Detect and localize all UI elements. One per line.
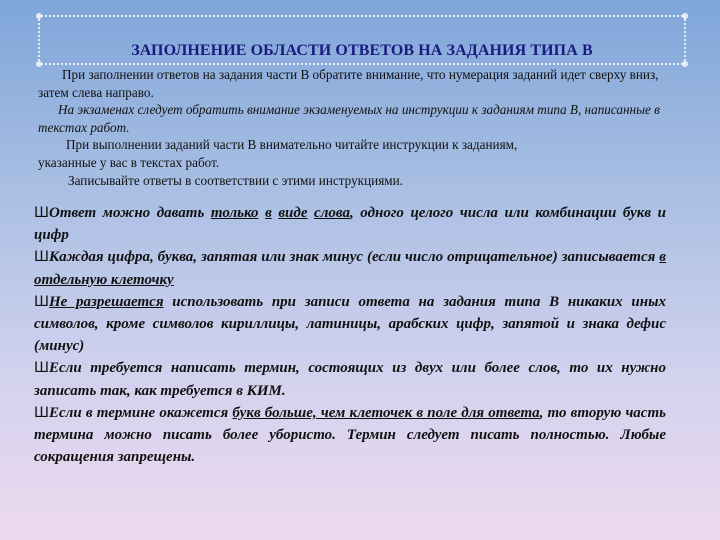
rule-text: Ответ можно давать — [48, 205, 211, 221]
rule-emphasis: букв больше, чем клеточек в поле для ответа — [232, 404, 540, 421]
rule-emphasis: Не разрешается — [48, 293, 164, 310]
list-item — [34, 357, 666, 401]
rule-emphasis: слова — [314, 205, 350, 221]
list-item — [34, 402, 666, 469]
intro-paragraph-2: На экзаменах следует обратить внимание экзаменуемых на инструкции к заданиям типа В, написанные в текстах работ. — [38, 102, 660, 135]
list-item — [34, 246, 666, 290]
rules-list — [34, 202, 666, 468]
rule-text: , одного целого числа или комбинации букв и цифр — [34, 205, 666, 244]
rule-text: Если требуется написать термин, состоящих из двух или более слов, то их нужно записать так, как требуется в КИМ. — [34, 360, 666, 399]
intro-paragraph-4: Записывайте ответы в соответствии с этими инструкциями. — [68, 172, 403, 188]
frame-corner-dot — [682, 13, 688, 19]
rule-emphasis: только — [210, 205, 259, 221]
page-title: ЗАПОЛНЕНИЕ ОБЛАСТИ ОТВЕТОВ НА ЗАДАНИЯ ТИПА В — [131, 42, 593, 59]
bullet-marker: Ш — [34, 293, 49, 310]
bullet-marker: Ш — [34, 205, 49, 221]
bullet-marker: Ш — [34, 360, 49, 377]
rule-text: , то вторую часть термина можно писать более убористо. Термин следует писать полностью. Любые сокращения запрещены. — [34, 404, 666, 466]
rule-emphasis: в — [265, 205, 272, 221]
rule-text: использовать при записи ответа на задания типа В никаких иных символов, кроме символов кириллицы, латиницы, арабских цифр, запятой и знака дефис (минус) — [34, 293, 666, 355]
bullet-marker: Ш — [34, 404, 49, 421]
rule-text: Если в термине окажется — [48, 404, 233, 421]
list-item — [34, 202, 666, 246]
rule-emphasis: виде — [278, 205, 308, 221]
rule-text: Каждая цифра, буква, запятая или знак минус (если число отрицательное) записывается — [48, 249, 660, 266]
list-item — [34, 291, 666, 358]
intro-paragraph-1: При заполнении ответов на задания части В обратите внимание, что нумерация заданий идет сверху вниз, затем слева направо. — [38, 67, 659, 100]
intro-text — [38, 66, 688, 189]
frame-corner-dot — [36, 13, 42, 19]
intro-paragraph-3-cont: указанные у вас в текстах работ. — [38, 154, 220, 170]
bullet-marker: Ш — [34, 249, 49, 266]
intro-paragraph-3: При выполнении заданий части В внимательно читайте инструкции к заданиям, — [66, 137, 518, 153]
title-frame — [38, 15, 686, 65]
rule-emphasis: в отдельную клеточку — [34, 249, 666, 288]
